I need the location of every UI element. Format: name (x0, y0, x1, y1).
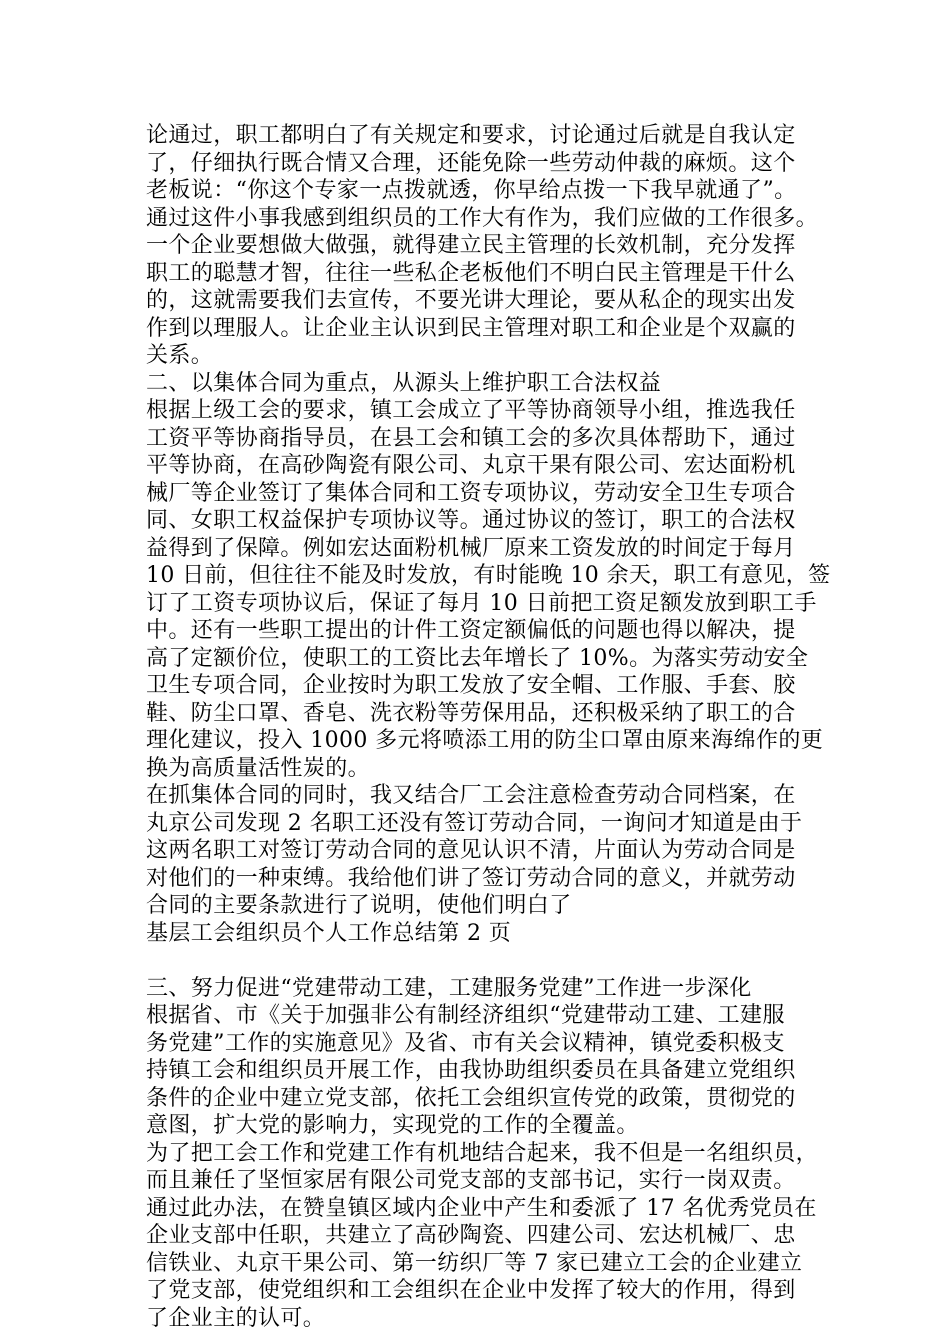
text-line: 丸京公司发现 2 名职工还没有签订劳动合同，一询问才知道是由于 (146, 810, 803, 836)
text-line: 合同的主要条款进行了说明，使他们明白了 (146, 893, 572, 918)
text-line: 持镇工会和组织员开展工作，由我协助组织委员在具备建立党组织 (146, 1058, 796, 1083)
text-line: 意图，扩大党的影响力，实现党的工作的全覆盖。 (146, 1113, 639, 1138)
text-line: 通过此办法，在赞皇镇区域内企业中产生和委派了 17 名优秀党员在 (146, 1195, 817, 1221)
text-line: 务党建”工作的实施意见》及省、市有关会议精神，镇党委积极支 (146, 1030, 785, 1056)
text-line: 职工的聪慧才智，往往一些私企老板他们不明白民主管理是干什么 (146, 260, 796, 286)
text-line: 根据上级工会的要求，镇工会成立了平等协商领导小组，推选我任 (146, 398, 796, 423)
text-line: 老板说：“你这个专家一点拨就透，你早给点拨一下我早就通了”。 (146, 178, 797, 203)
text-line: 一个企业要想做大做强，就得建立民主管理的长效机制，充分发挥 (146, 233, 796, 258)
text-line: 条件的企业中建立党支部，依托工会组织宣传党的政策，贯彻党的 (146, 1085, 796, 1111)
text-line: 通过这件小事我感到组织员的工作大有作为，我们应做的工作很多。 (146, 205, 819, 231)
text-line: 根据省、市《关于加强非公有制经济组织“党建带动工建、工建服 (146, 1003, 785, 1028)
text-line: 同、女职工权益保护专项协议等。通过协议的签订，职工的合法权 (146, 508, 796, 533)
text-line: 高了定额价位，使职工的工资比去年增长了 10%。为落实劳动安全 (146, 645, 809, 671)
text-line: 理化建议，投入 1000 多元将喷添工用的防尘口罩由原来海绵作的更 (146, 728, 824, 753)
document-page (146, 122, 831, 1332)
section-heading-3: 三、努力促进“党建带动工建，工建服务党建”工作进一步深化 (146, 975, 752, 1001)
text-line: 工资平等协商指导员，在县工会和镇工会的多次具体帮助下，通过 (146, 425, 796, 451)
page-marker: 基层工会组织员个人工作总结第 2 页 (146, 920, 512, 946)
text-line: 卫生专项合同，企业按时为职工发放了安全帽、工作服、手套、胶 (146, 673, 796, 698)
text-line: 中。还有一些职工提出的计件工资定额偏低的问题也得以解决，提 (146, 618, 796, 643)
text-line: 换为高质量活性炭的。 (146, 755, 371, 781)
text-line: 在抓集体合同的同时，我又结合厂工会注意检查劳动合同档案，在 (146, 783, 796, 808)
text-line: 平等协商，在高砂陶瓷有限公司、丸京干果有限公司、宏达面粉机 (146, 453, 796, 478)
text-line: 作到以理服人。让企业主认识到民主管理对职工和企业是个双赢的 (146, 315, 796, 341)
text-line: 关系。 (146, 343, 214, 368)
text-line: 订了工资专项协议后，保证了每月 10 日前把工资足额发放到职工手 (146, 590, 817, 616)
text-line: 了，仔细执行既合情又合理，还能免除一些劳动仲裁的麻烦。这个 (146, 150, 796, 176)
text-line: 械厂等企业签订了集体合同和工资专项协议，劳动安全卫生专项合 (146, 480, 796, 506)
text-line: 益得到了保障。例如宏达面粉机械厂原来工资发放的时间定于每月 (146, 535, 796, 561)
text-line: 而且兼任了坚恒家居有限公司党支部的支部书记，实行一岗双责。 (146, 1168, 796, 1193)
text-line: 对他们的一种束缚。我给他们讲了签订劳动合同的意义，并就劳动 (146, 865, 796, 891)
blank-line (146, 947, 818, 975)
text-line: 企业支部中任职，共建立了高砂陶瓷、四建公司、宏达机械厂、忠 (146, 1223, 796, 1248)
text-line: 了企业主的认可。 (146, 1305, 326, 1331)
text-line: 鞋、防尘口罩、香皂、洗衣粉等劳保用品，还积极采纳了职工的合 (146, 700, 796, 726)
text-line: 为了把工会工作和党建工作有机地结合起来，我不但是一名组织员， (146, 1140, 819, 1166)
text-line: 的，这就需要我们去宣传，不要光讲大理论，要从私企的现实出发 (146, 288, 796, 313)
text-line: 这两名职工对签订劳动合同的意见认识不清，片面认为劳动合同是 (146, 838, 796, 863)
text-line: 论通过，职工都明白了有关规定和要求，讨论通过后就是自我认定 (146, 123, 796, 148)
text-line: 10 日前，但往往不能及时发放，有时能晚 10 余天，职工有意见，签 (146, 563, 831, 588)
text-line: 了党支部，使党组织和工会组织在企业中发挥了较大的作用，得到 (146, 1278, 796, 1303)
section-heading-2: 二、以集体合同为重点，从源头上维护职工合法权益 (146, 370, 662, 396)
text-line: 信铁业、丸京干果公司、第一纺织厂等 7 家已建立工会的企业建立 (146, 1250, 803, 1276)
